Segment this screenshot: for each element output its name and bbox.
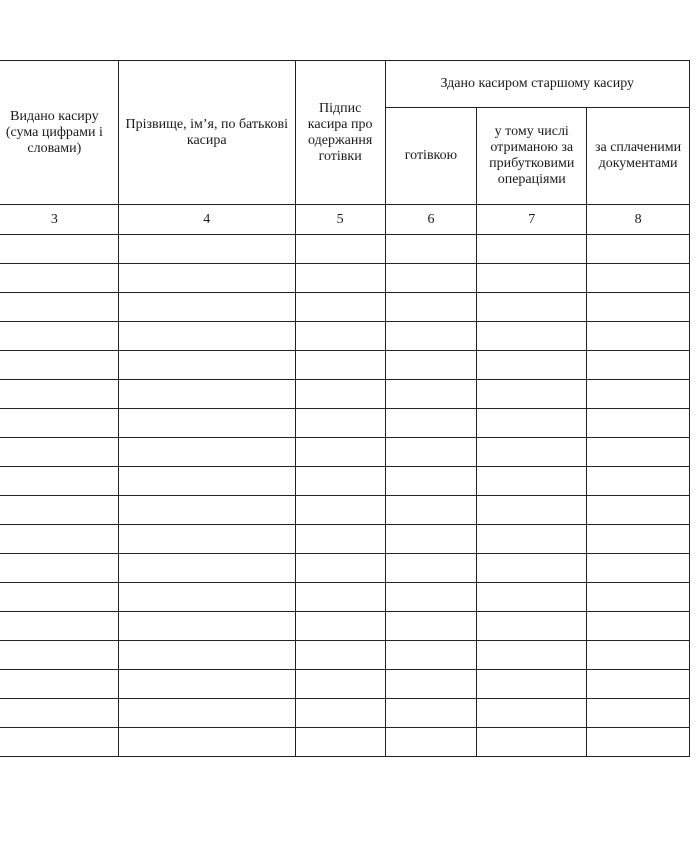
table-row [0, 409, 690, 438]
table-cell [0, 351, 118, 380]
table-cell [477, 293, 587, 322]
table-cell [477, 264, 587, 293]
table-cell [0, 293, 118, 322]
table-cell [385, 293, 477, 322]
table-cell [477, 235, 587, 264]
table-row [0, 728, 690, 757]
table-cell [295, 322, 385, 351]
table-cell [385, 525, 477, 554]
header-including-receipts-label: у тому числі отриманою за прибутковими операціями [489, 124, 575, 187]
table-cell [118, 380, 295, 409]
table-cell [477, 670, 587, 699]
table-cell [385, 612, 477, 641]
table-cell [477, 380, 587, 409]
table-cell [295, 670, 385, 699]
table-cell [118, 322, 295, 351]
table-cell [385, 670, 477, 699]
table-cell [0, 409, 118, 438]
table-cell [0, 467, 118, 496]
table-cell [587, 525, 690, 554]
table-row [0, 264, 690, 293]
column-number-row [0, 205, 690, 235]
table-cell [385, 583, 477, 612]
table-cell [295, 264, 385, 293]
table-cell [477, 641, 587, 670]
table-cell [118, 583, 295, 612]
header-cashier-signature [295, 61, 385, 205]
table-row [0, 467, 690, 496]
table-cell [587, 438, 690, 467]
table-cell [0, 322, 118, 351]
table-cell [385, 496, 477, 525]
table-row [0, 235, 690, 264]
table-cell [295, 235, 385, 264]
table-cell [477, 728, 587, 757]
header-paid-documents-label: за сплаченими документами [594, 140, 682, 171]
table-cell [587, 264, 690, 293]
table-cell [295, 554, 385, 583]
table-cell [118, 641, 295, 670]
column-number: 3 [0, 205, 118, 235]
table-cell [385, 322, 477, 351]
table-cell [0, 583, 118, 612]
table-cell [0, 235, 118, 264]
table-cell [385, 554, 477, 583]
column-number: 6 [385, 205, 477, 235]
table-row [0, 380, 690, 409]
table-cell [0, 728, 118, 757]
table-cell [385, 235, 477, 264]
header-issued-to-cashier [0, 61, 118, 205]
table-row [0, 322, 690, 351]
cash-register-ledger-table [0, 60, 690, 757]
table-cell [587, 351, 690, 380]
table-cell [385, 264, 477, 293]
table-cell [118, 467, 295, 496]
table-cell [587, 699, 690, 728]
table-cell [0, 641, 118, 670]
table-cell [295, 380, 385, 409]
table-cell [118, 612, 295, 641]
table-cell [587, 380, 690, 409]
table-row [0, 612, 690, 641]
table-cell [587, 728, 690, 757]
table-cell [587, 235, 690, 264]
table-cell [295, 641, 385, 670]
table-cell [295, 351, 385, 380]
column-number: 5 [295, 205, 385, 235]
table-cell [385, 728, 477, 757]
table-cell [587, 554, 690, 583]
table-cell [477, 322, 587, 351]
table-cell [587, 583, 690, 612]
table-cell [587, 467, 690, 496]
table-cell [295, 728, 385, 757]
table-cell [118, 496, 295, 525]
table-cell [118, 438, 295, 467]
table-cell [295, 699, 385, 728]
table-cell [0, 264, 118, 293]
table-cell [587, 670, 690, 699]
table-cell [118, 554, 295, 583]
column-number: 8 [587, 205, 690, 235]
table-cell [118, 728, 295, 757]
table-cell [295, 612, 385, 641]
table-cell [385, 438, 477, 467]
table-cell [0, 554, 118, 583]
table-cell [587, 409, 690, 438]
table-cell [295, 467, 385, 496]
table-cell [477, 467, 587, 496]
table-cell [118, 409, 295, 438]
table-cell [295, 525, 385, 554]
table-cell [477, 351, 587, 380]
table-row [0, 699, 690, 728]
table-cell [385, 641, 477, 670]
table-row [0, 554, 690, 583]
table-row [0, 525, 690, 554]
table-cell [477, 612, 587, 641]
table-cell [118, 699, 295, 728]
table-row [0, 438, 690, 467]
header-cashier-name-label: Прізвище, ім’я, по батькові касира [125, 116, 289, 148]
table-cell [385, 380, 477, 409]
table-cell [385, 409, 477, 438]
header-handed-to-senior-cashier-label: Здано касиром старшому касиру [440, 76, 635, 91]
table-row [0, 583, 690, 612]
table-cell [295, 496, 385, 525]
table-cell [385, 351, 477, 380]
table-cell [118, 670, 295, 699]
table-cell [295, 438, 385, 467]
table-cell [295, 293, 385, 322]
header-issued-to-cashier-label: Видано касиру (сума цифрами і словами) [5, 108, 103, 156]
table-cell [118, 264, 295, 293]
table-cell [587, 293, 690, 322]
table-cell [385, 467, 477, 496]
table-cell [477, 554, 587, 583]
table-cell [0, 699, 118, 728]
table-row [0, 496, 690, 525]
table-cell [295, 409, 385, 438]
table-cell [0, 612, 118, 641]
table-cell [118, 293, 295, 322]
header-including-receipts [477, 108, 587, 205]
header-paid-documents [587, 108, 690, 205]
ledger-body [0, 235, 690, 757]
column-number: 7 [477, 205, 587, 235]
table-cell [587, 496, 690, 525]
table-row [0, 641, 690, 670]
header-cashier-signature-label: Підпис касира про одержання готівки [307, 100, 373, 164]
table-cell [477, 438, 587, 467]
table-row [0, 670, 690, 699]
table-cell [477, 409, 587, 438]
table-cell [0, 525, 118, 554]
header-in-cash [385, 108, 477, 205]
header-handed-to-senior-cashier [385, 61, 689, 108]
table-cell [0, 496, 118, 525]
table-cell [477, 496, 587, 525]
table-cell [118, 351, 295, 380]
table-cell [385, 699, 477, 728]
table-cell [295, 583, 385, 612]
table-cell [587, 322, 690, 351]
table-cell [477, 583, 587, 612]
column-number: 4 [118, 205, 295, 235]
table-cell [118, 235, 295, 264]
table-cell [0, 670, 118, 699]
table-row [0, 293, 690, 322]
table-row [0, 351, 690, 380]
table-cell [477, 525, 587, 554]
table-cell [587, 641, 690, 670]
table-cell [477, 699, 587, 728]
header-in-cash-label: готівкою [404, 148, 458, 163]
table-cell [0, 380, 118, 409]
table-cell [118, 525, 295, 554]
header-cashier-name [118, 61, 295, 205]
table-cell [0, 438, 118, 467]
table-cell [587, 612, 690, 641]
